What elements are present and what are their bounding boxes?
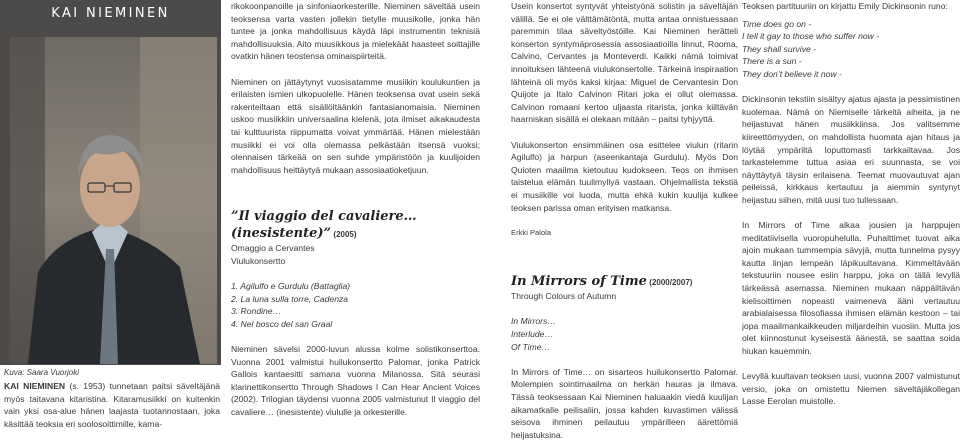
column-4 — [742, 0, 960, 408]
work-subtitle-1: Omaggio a Cervantes — [231, 243, 315, 254]
col2-intro: rikokoonpanoille ja sinfoniaorkesterille. Nieminen säveltää usein teoksensa varta vasten jollekin tietylle muusikolle, jonka hän tuntee ja jonka mahdollisuus käydä läpi instrumentin teknisiä mahdollisuuksia. Aito muusikkous ja mielekäät haasteet soittajille ovatkin hänen teostensa ominaispiirteitä. — [231, 1, 480, 62]
portrait-photo — [10, 37, 217, 364]
col2-paragraph: Nieminen on jättäytynyt vuosisatamme musiikin koulukuntien ja erilaisten ismien ulkopuolelle. Hänen teoksensa ovat usein sekä rakenteiltaan että sisällöltäänkin fantasianomaisia. Nieminen uskoo musiikkiin universaalina kielenä, jota ilmiset aikakaudesta tai kulttuurista riippumatta voivat ymmärtää. Hänen mielestään musiikki ei voi olla olemassa pelkästään itsensä vuoksi; olennaisen tärkeää on sen suhde ympäristöön ja kuulijoiden mahdollisuus heittäytyä mukaan assosiaatioketjuun. — [231, 76, 480, 175]
col4-intro: Teoksen partituuriin on kirjattu Emily Dickinsonin runo: — [742, 1, 948, 11]
col4-paragraph: Dickinsonin tekstiin sisältyy ajatus ajasta ja pessimistinen kuolemaa. Nämä on Niemiselle tärkeitä aiheita, ja ne heijastuvat hänen musiikkiinsa. Jos valitsemme kiireettömyyden, on mahdollista huomata ajan hitaus ja löytää ympäriltä loputtomasti tarkkailtavaa. Jos tarkastelemme tuttua asiaa eri suunnasta, se voi näyttäytyä täysin erilaisena. Teemat muovautuvat ajan peileissä, kirkkaus kertautuu ja aiemmin syntynyt heijastuu siihen, mitä uusi tuo tullessaan. — [742, 94, 960, 205]
poem-line: They shall survive - — [742, 43, 817, 54]
work-subtitle-2: Viulukonsertto — [231, 255, 286, 266]
poem-line: Time does go on - — [742, 18, 812, 29]
movement-item: 2. La luna sulla torre, Cadenza — [231, 293, 349, 304]
col4-paragraph: Levyllä kuultavan teoksen uusi, vuonna 2007 valmistunut versio, joka on omistettu Niemen säveltäjäkollegan Lasse Eerolan muistolle. — [742, 371, 960, 407]
movement-item: 1. Agilulfo e Gurdulu (Battaglia) — [231, 281, 351, 292]
poem-line: They don’t believe it now - — [742, 68, 842, 79]
work-subtitle: Through Colours of Autumn — [511, 291, 617, 302]
work-title-line-1: ”Il viaggio del cavaliere… — [231, 209, 417, 225]
poem-line: I tell it gay to those who suffer now - — [742, 31, 880, 42]
movement-item: 3. Rondine… — [231, 306, 282, 317]
work-year: (2005) — [333, 230, 357, 240]
work-title-row — [511, 273, 738, 290]
work-year: (2000/2007) — [649, 278, 693, 288]
page-title: KAI NIEMINEN — [51, 6, 170, 21]
column-2 — [231, 0, 480, 419]
photo-caption: Kuva: Saara Vuorjoki — [4, 368, 80, 377]
bio-text: (s. 1953) tunnetaan paitsi säveltäjänä myös taitavana kitaristina. Kitaramusiikki on kuitenkin vain yksi osa-alue hänen laajasta tuotannostaan, joka käsittää teoksia eri soolosoittimille, kama- — [4, 381, 220, 429]
signature: Erkki Palola — [511, 227, 552, 237]
col3-intro: Usein konsertot syntyvät yhteistyönä solistin ja säveltäjän välillä. Se ei ole välttämätöntä, mutta antaa onnistuessaan paremmin tilaa säveltyöstöille. Kai Nieminen herätteli konserton syntymäprosessia assosiaatioilla linnut, Rooma, Calvino, Cervantes ja Monteverdi. Kaikki nämä toimivat innoituksen lähteenä viulukonsertolle. Tärkeinä inspiraation lähteinä oli myös kaksi kirjaa: Miguel de Cervantesin Don Quijote ja Italo Calvinon Ritari joka ei ollut olemassa. Calvinon romaani kertoo uljaasta ritarista, jonka kiiltävän haarniskan sisällä ei olekaan mitään – paitsi tyhjyyttä. — [511, 1, 738, 125]
poem-line: There is a sun - — [742, 56, 802, 67]
col3-bottom-paragraph: In Mirrors of Time… on sisarteos huilukonsertto Palomar. Molempien sointimaailma on herkän hauras ja ilmava. Tässä teoksessaan Kai Nieminen haluaakin viedä kuulijan aikamatkalle peilisaliin, jossa kahden kuvastimen välissä seisova ihminen peilautuu ympärilleen äärettömiä heijastuksina. — [511, 366, 738, 440]
movement-item: Of Time… — [511, 341, 551, 352]
bio-paragraph — [4, 380, 220, 430]
work-title-line-2-row — [231, 225, 480, 242]
movement-item: In Mirrors… — [511, 316, 556, 327]
bio-name: KAI NIEMINEN — [4, 381, 66, 391]
work-title-line-2: (inesistente)” — [231, 226, 332, 242]
col3-paragraph: Viulukonserton ensimmäinen osa esittelee viulun (ritarin Agilulfo) ja harpun (aseenkantaja Gurdulu). Myös Don Quioten maailma kietoutuu kudokseen. Teos on ihmisen taistelua elämän tuulimyllyä vastaan. Ohjelmallista tekstiä ei musiikille voi luoda, mutta ehkä kukin kuulija kulkee teoksen parissa oman erityisen matkansa. — [511, 139, 738, 213]
movement-item: 4. Nel bosco del san Graal — [231, 318, 333, 329]
column-3 — [511, 0, 738, 441]
movement-item: Interlude… — [511, 329, 554, 340]
work-title: In Mirrors of Time — [511, 274, 647, 290]
col4-paragraph: In Mirrors of Time alkaa jousien ja harppujen meditatiivisella vuoropuhelulla. Puhalttimet tuovat aika ajoin mukaan tummempia sävyjä, mutta tunnelma pysyy kautta linjan lempeän läpikuultavana. Kimmeltävään tekstuuriin nousee esiin harppu, joka on tällä levyllä tärkeässä asemassa. Nieminen mukaan näppäiltävän kielisoittimen nopeasti vaimeneva ääni vertautuu arabialaisessa filosofiassa ihmisen elämän kestoon – tai jopa maailmankaikkeuden miljardeihin vuosiin. Mutta jos olet kiinnostunut kyseisestä äänestä, se saattaa soida hiukan kauemmin. — [742, 220, 960, 357]
col2-bottom-paragraph: Nieminen sävelsi 2000-luvun alussa kolme solistikonserttoa. Vuonna 2001 valmistui huilukonsertto Palomar, jonka Patrick Gallois kantaesitti samana vuonna Milanossa. Sitä seurasi klarinettikonsertto Through Shadows I Can Hear Ancient Voices (2002). Trilogian täydensi vuonna 2005 valmistunut Il viaggio del cavaliere… (inesistente) viululle ja orkesterille. — [231, 344, 480, 418]
photo-panel — [0, 0, 221, 365]
